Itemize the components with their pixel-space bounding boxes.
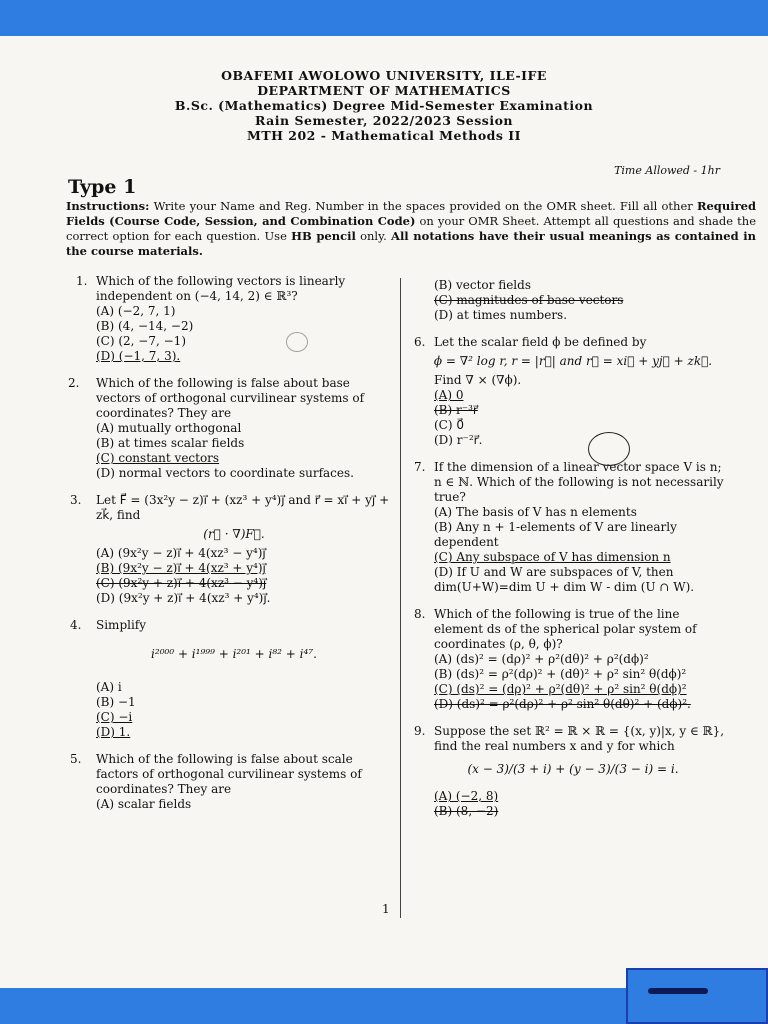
question-9	[414, 724, 732, 819]
option-a: (A) (−2, 7, 1)	[96, 304, 176, 318]
option-b: (B) (ds)² = ρ²(dρ)² + (dθ)² + ρ² sin² θ(dϕ)²	[434, 667, 687, 681]
option-c: (C) (9x²y + z)i⃗ + 4(xz³ − y⁴)j⃗	[96, 576, 267, 590]
question-number: 3.	[70, 493, 82, 507]
question-1	[76, 274, 392, 364]
question-formula: (x − 3)/(3 + i) + (y − 3)/(3 − i) = i.	[467, 762, 679, 776]
option-a: (A) scalar fields	[96, 797, 192, 811]
question-text: If the dimension of a linear vector space V is n; n ∈ ℕ. Which of the following is not necessarily true?	[434, 460, 724, 504]
left-column	[68, 274, 392, 812]
option-b: (B) (9x²y − z)i⃗ + 4(xz³ + y⁴)j⃗	[96, 561, 266, 575]
question-text: Simplify	[96, 618, 147, 632]
question-number: 9.	[414, 724, 426, 738]
option-d: (D) 1.	[96, 725, 131, 739]
question-text: Let the scalar field ϕ be defined by	[434, 335, 647, 349]
pen-circle-mark	[588, 432, 630, 466]
instructions-bold-1: Required Fields (Course Code, Session, and Combination Code)	[66, 199, 756, 228]
option-b: (B) −1	[96, 695, 136, 709]
option-a: (A) (9x²y − z)i⃗ + 4(xz³ − y⁴)j⃗	[96, 546, 266, 560]
question-7	[414, 460, 732, 595]
question-formula: (r⃗ · ∇)F⃗.	[203, 527, 265, 541]
question-number: 1.	[76, 274, 88, 288]
option-c: (C) (ds)² = (dρ)² + ρ²(dθ)² + ρ² sin² θ(dϕ)²	[434, 682, 687, 696]
question-6	[414, 335, 732, 448]
page-number: 1	[382, 902, 390, 916]
question-text: Which of the following is false about scale factors of orthogonal curvilinear systems of coordinates? They are	[96, 752, 362, 796]
option-c: (C) Any subspace of V has dimension n	[434, 550, 671, 564]
option-b: (B) r⁻³r⃗	[434, 403, 478, 417]
option-b: (B) Any n + 1-elements of V are linearly dependent	[434, 520, 677, 549]
corner-overlay-bar	[648, 988, 708, 994]
option-d: (D) If U and W are subspaces of V, then dim(U+W)=dim U + dim W - dim (U ∩ W).	[434, 565, 695, 594]
option-d: (D) (−1, 7, 3).	[96, 349, 181, 363]
option-d: (D) at times numbers.	[434, 308, 568, 322]
instructions	[66, 199, 756, 259]
question-text: Which of the following is true of the line element ds of the spherical polar system of coordinates (ρ, θ, ϕ)?	[434, 607, 697, 651]
pen-scribble-mark	[286, 332, 308, 352]
question-find: Find ∇ × (∇ϕ).	[434, 373, 522, 387]
instructions-bold-2: HB pencil	[291, 229, 356, 243]
right-column	[414, 278, 732, 819]
instructions-text-2: on your OMR Sheet. Attempt all questions and shade the correct option for each question. Use	[66, 214, 756, 243]
option-c: (C) magnitudes of base vectors	[434, 293, 624, 307]
option-a: (A) 0	[434, 388, 464, 402]
course-title: MTH 202 - Mathematical Methods II	[246, 128, 521, 143]
option-a: (A) The basis of V has n elements	[434, 505, 637, 519]
option-c: (C) constant vectors	[96, 451, 220, 465]
instructions-text-3: only.	[355, 229, 392, 243]
question-8	[414, 607, 732, 712]
session-title: Rain Semester, 2022/2023 Session	[255, 113, 513, 128]
instructions-label: Instructions:	[66, 199, 150, 213]
option-a: (A) (−2, 8)	[434, 789, 499, 803]
question-text: Which of the following vectors is linearly independent on (−4, 14, 2) ∈ ℝ³?	[96, 274, 346, 303]
department-title: DEPARTMENT OF MATHEMATICS	[257, 83, 511, 98]
option-d: (D) (ds)² = ρ²(dρ)² + ρ² sin² θ(dθ)² + (dϕ)².	[434, 697, 691, 711]
question-text: Suppose the set ℝ² = ℝ × ℝ = {(x, y)|x, y ∈ ℝ}, find the real numbers x and y for which	[434, 724, 725, 753]
option-c: (C) 0⃗	[434, 418, 464, 432]
question-5-continued	[414, 278, 732, 323]
instructions-bold-3: All notations have their usual meanings as contained in the course materials.	[66, 229, 756, 258]
option-b: (B) (4, −14, −2)	[96, 319, 194, 333]
question-formula: i²⁰⁰⁰ + i¹⁹⁹⁹ + i²⁰¹ + i⁸² + i⁴⁷.	[151, 647, 317, 661]
question-text: Which of the following is false about base vectors of orthogonal curvilinear systems of coordinates? They are	[96, 376, 365, 420]
option-d: (D) (9x²y + z)i⃗ + 4(xz³ + y⁴)j⃗.	[96, 591, 271, 605]
option-d: (D) normal vectors to coordinate surfaces.	[96, 466, 354, 480]
exam-sheet	[0, 36, 768, 988]
university-title: OBAFEMI AWOLOWO UNIVERSITY, ILE-IFE	[221, 68, 547, 83]
question-4	[70, 618, 392, 740]
column-divider	[400, 278, 401, 918]
option-b: (B) (8, −2)	[434, 804, 499, 818]
time-allowed: Time Allowed - 1hr	[614, 164, 720, 177]
exam-title: B.Sc. (Mathematics) Degree Mid-Semester Examination	[174, 98, 594, 113]
question-3	[70, 493, 392, 606]
option-a: (A) i	[96, 680, 122, 694]
option-c: (C) −i	[96, 710, 133, 724]
question-number: 4.	[70, 618, 82, 632]
top-bar	[0, 0, 768, 36]
option-a: (A) mutually orthogonal	[96, 421, 242, 435]
question-number: 6.	[414, 335, 426, 349]
question-2	[68, 376, 392, 481]
option-d: (D) r⁻²r⃗.	[434, 433, 483, 447]
option-b: (B) at times scalar fields	[96, 436, 245, 450]
option-c: (C) (2, −7, −1)	[96, 334, 186, 348]
option-b: (B) vector fields	[434, 278, 531, 292]
question-formula: ϕ = ∇² log r, r = |r⃗| and r⃗ = xi⃗ + yj⃗ + zk⃗.	[433, 354, 713, 368]
question-number: 7.	[414, 460, 426, 474]
corner-overlay	[626, 968, 768, 1024]
question-text: Let F⃗ = (3x²y − z)i⃗ + (xz³ + y⁴)j⃗ and r⃗ = xi⃗ + yj⃗ + zk⃗, find	[96, 493, 390, 522]
question-number: 2.	[68, 376, 80, 390]
question-number: 5.	[70, 752, 82, 766]
option-a: (A) (ds)² = (dρ)² + ρ²(dθ)² + ρ²(dϕ)²	[434, 652, 649, 666]
question-5	[70, 752, 392, 812]
instructions-text-1: Write your Name and Reg. Number in the spaces provided on the OMR sheet. Fill all other	[149, 199, 697, 213]
type-label: Type 1	[68, 176, 137, 198]
question-number: 8.	[414, 607, 426, 621]
